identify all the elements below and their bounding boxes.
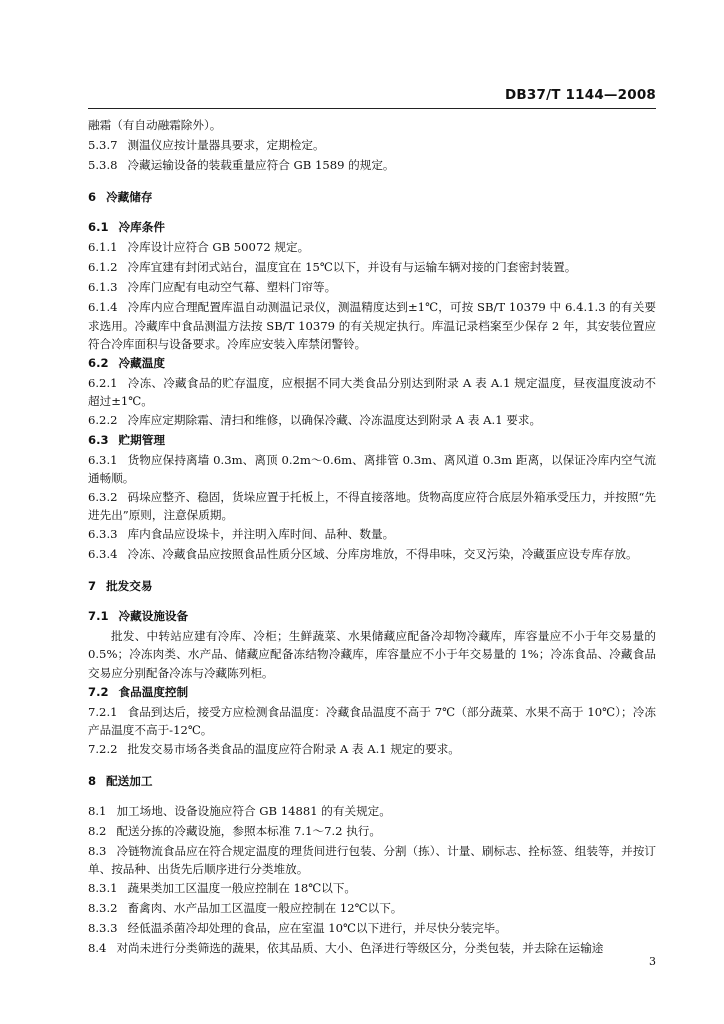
clause-text: 冷库设计应符合 GB 50072 规定。	[127, 240, 310, 254]
clause-text: 融霜（有自动融霜除外）。	[88, 118, 222, 132]
document-body	[88, 116, 656, 959]
clause-number: 6.2.2	[88, 412, 118, 427]
clause-text: 配送加工	[106, 773, 153, 788]
clause-line	[88, 842, 656, 879]
clause-text: 测温仪应按计量器具要求，定期检定。	[127, 138, 325, 152]
clause-number: 6.3.4	[88, 546, 118, 561]
clause-number: 6.2.1	[88, 375, 118, 390]
clause-number: 5.3.7	[88, 138, 118, 152]
clause-number: 6.1.2	[88, 260, 118, 274]
clause-number: 8	[88, 773, 97, 788]
clause-line	[88, 545, 656, 565]
clause-number: 8.3	[88, 843, 107, 858]
clause-number: 8.1	[88, 803, 107, 818]
clause-line	[88, 939, 656, 959]
clause-line	[88, 899, 656, 919]
clause-number: 8.2	[88, 823, 107, 838]
clause-text: 冷冻、冷藏食品的贮存温度，应根据不同大类食品分别达到附录 A 表 A.1 规定温度，昼夜温度波动不超过±1℃。	[88, 375, 656, 409]
clause-line	[88, 879, 656, 899]
clause-line	[88, 136, 656, 156]
clause-line	[88, 740, 656, 760]
document-code: DB37/T 1144—2008	[505, 87, 656, 103]
clause-text: 经低温杀菌冷却处理的食品，应在室温 10℃以下进行，并尽快分装完毕。	[127, 920, 507, 935]
clause-number: 7.2.1	[88, 704, 118, 719]
clause-text: 库内食品应设垛卡，并注明入库时间、品种、数量。	[127, 526, 395, 541]
section-heading	[88, 772, 656, 792]
clause-text: 批发交易市场各类食品的温度应符合附录 A 表 A.1 规定的要求。	[127, 741, 460, 756]
clause-text: 冷库门应配有电动空气幕、塑料门帘等。	[127, 280, 337, 294]
clause-number: 5.3.8	[88, 158, 118, 172]
clause-text: 贮期管理	[118, 432, 165, 447]
clause-text: 码垛应整齐、稳固，货垛应置于托板上，不得直接落地。货物高度应符合底层外箱承受压力，并按照“先进先出”原则，注意保质期。	[88, 489, 656, 523]
clause-line	[88, 116, 656, 136]
subsection-heading	[88, 354, 656, 374]
clause-line	[88, 238, 656, 258]
clause-text: 食品温度控制	[118, 684, 189, 699]
page-number: 3	[649, 955, 656, 968]
clause-text: 批发、中转站应建有冷库、冷柜；生鲜蔬菜、水果储藏应配备冷却物冷藏库，库容量应不小于年交易量的 0.5%；冷冻肉类、水产品、储藏应配备冻结物冷藏库，库容量应不小于年交易量的 1%；冷冻食品、冷藏食品交易应分别配备冷冻与冷藏陈列柜。	[88, 628, 656, 681]
clause-text: 冷藏运输设备的装载重量应符合 GB 1589 的规定。	[127, 158, 395, 172]
clause-text: 冷库条件	[118, 220, 165, 234]
clause-text: 蔬果类加工区温度一般应控制在 18℃以下。	[127, 880, 357, 895]
clause-number: 6	[88, 190, 97, 204]
clause-text: 冷藏设施设备	[118, 608, 189, 623]
clause-text: 对尚未进行分类筛选的蔬果，依其品质、大小、色泽进行等级区分，分类包装，并去除在运输途	[116, 940, 604, 955]
clause-text: 冷链物流食品应在符合规定温度的理货间进行包装、分割（拣）、计量、刷标志、拴标签、组装等，并按订单、按品种、出货先后顺序进行分类堆放。	[88, 843, 656, 877]
clause-number: 6.3	[88, 432, 109, 447]
clause-text: 食品到达后，接受方应检测食品温度：冷藏食品温度不高于 7℃（部分蔬菜、水果不高于 10℃）；冷冻产品温度不高于-12℃。	[88, 704, 656, 738]
header-rule	[88, 108, 656, 109]
subsection-heading	[88, 607, 656, 627]
clause-number: 6.1.1	[88, 240, 118, 254]
clause-text: 畜禽肉、水产品加工区温度一般应控制在 12℃以下。	[127, 900, 403, 915]
clause-number: 6.1.3	[88, 280, 118, 294]
clause-number: 8.3.3	[88, 920, 118, 935]
clause-text: 冷冻、冷藏食品应按照食品性质分区域、分库房堆放，不得串味，交叉污染，冷藏蛋应设专库存放。	[127, 546, 638, 561]
clause-text: 冷库内应合理配置库温自动测温记录仪，测温精度达到±1℃，可按 SB/T 10379 中 6.4.1.3 的有关要求选用。冷藏库中食品测温方法按 SB/T 10379 的有关规定执行。库温记录档案至少保存 2 年，其安装位置应符合冷库面积与设备要求。冷库应安装入库禁闭警铃。	[88, 300, 656, 352]
clause-line	[88, 802, 656, 822]
clause-line	[88, 278, 656, 298]
clause-number: 6.3.1	[88, 452, 118, 467]
clause-number: 7.2	[88, 684, 109, 699]
clause-number: 7.2.2	[88, 741, 118, 756]
clause-line	[88, 298, 656, 354]
clause-number: 8.4	[88, 940, 107, 955]
clause-text: 加工场地、设备设施应符合 GB 14881 的有关规定。	[116, 803, 391, 818]
clause-number: 8.3.2	[88, 900, 118, 915]
clause-line	[88, 258, 656, 278]
section-heading	[88, 188, 656, 208]
clause-number: 6.2	[88, 355, 109, 370]
clause-number: 7	[88, 578, 97, 593]
clause-text: 冷藏储存	[106, 190, 153, 204]
clause-number: 6.3.3	[88, 526, 118, 541]
clause-number: 6.3.2	[88, 489, 118, 504]
clause-line	[88, 703, 656, 740]
section-heading	[88, 577, 656, 597]
clause-text: 冷藏温度	[118, 355, 165, 370]
clause-line	[88, 525, 656, 545]
clause-text: 批发交易	[106, 578, 153, 593]
clause-text: 配送分拣的冷藏设施，参照本标准 7.1～7.2 执行。	[116, 823, 381, 838]
subsection-heading	[88, 218, 656, 238]
subsection-heading	[88, 431, 656, 451]
clause-line	[88, 919, 656, 939]
clause-number: 7.1	[88, 608, 109, 623]
clause-line	[88, 627, 656, 683]
clause-line	[88, 374, 656, 411]
clause-line	[88, 488, 656, 525]
clause-text: 货物应保持离墙 0.3m、离顶 0.2m～0.6m、离排管 0.3m、离风道 0.3m 距离，以保证冷库内空气流通畅顺。	[88, 452, 656, 486]
clause-line	[88, 156, 656, 176]
clause-number: 6.1.4	[88, 300, 118, 314]
clause-text: 冷库宜建有封闭式站台，温度宜在 15℃以下，并设有与运输车辆对接的门套密封装置。	[127, 260, 577, 274]
clause-text: 冷库应定期除霜、清扫和维修，以确保冷藏、冷冻温度达到附录 A 表 A.1 要求。	[127, 412, 542, 427]
clause-line	[88, 822, 656, 842]
clause-number: 8.3.1	[88, 880, 118, 895]
subsection-heading	[88, 683, 656, 703]
clause-number: 6.1	[88, 220, 109, 234]
clause-line	[88, 411, 656, 431]
clause-line	[88, 451, 656, 488]
